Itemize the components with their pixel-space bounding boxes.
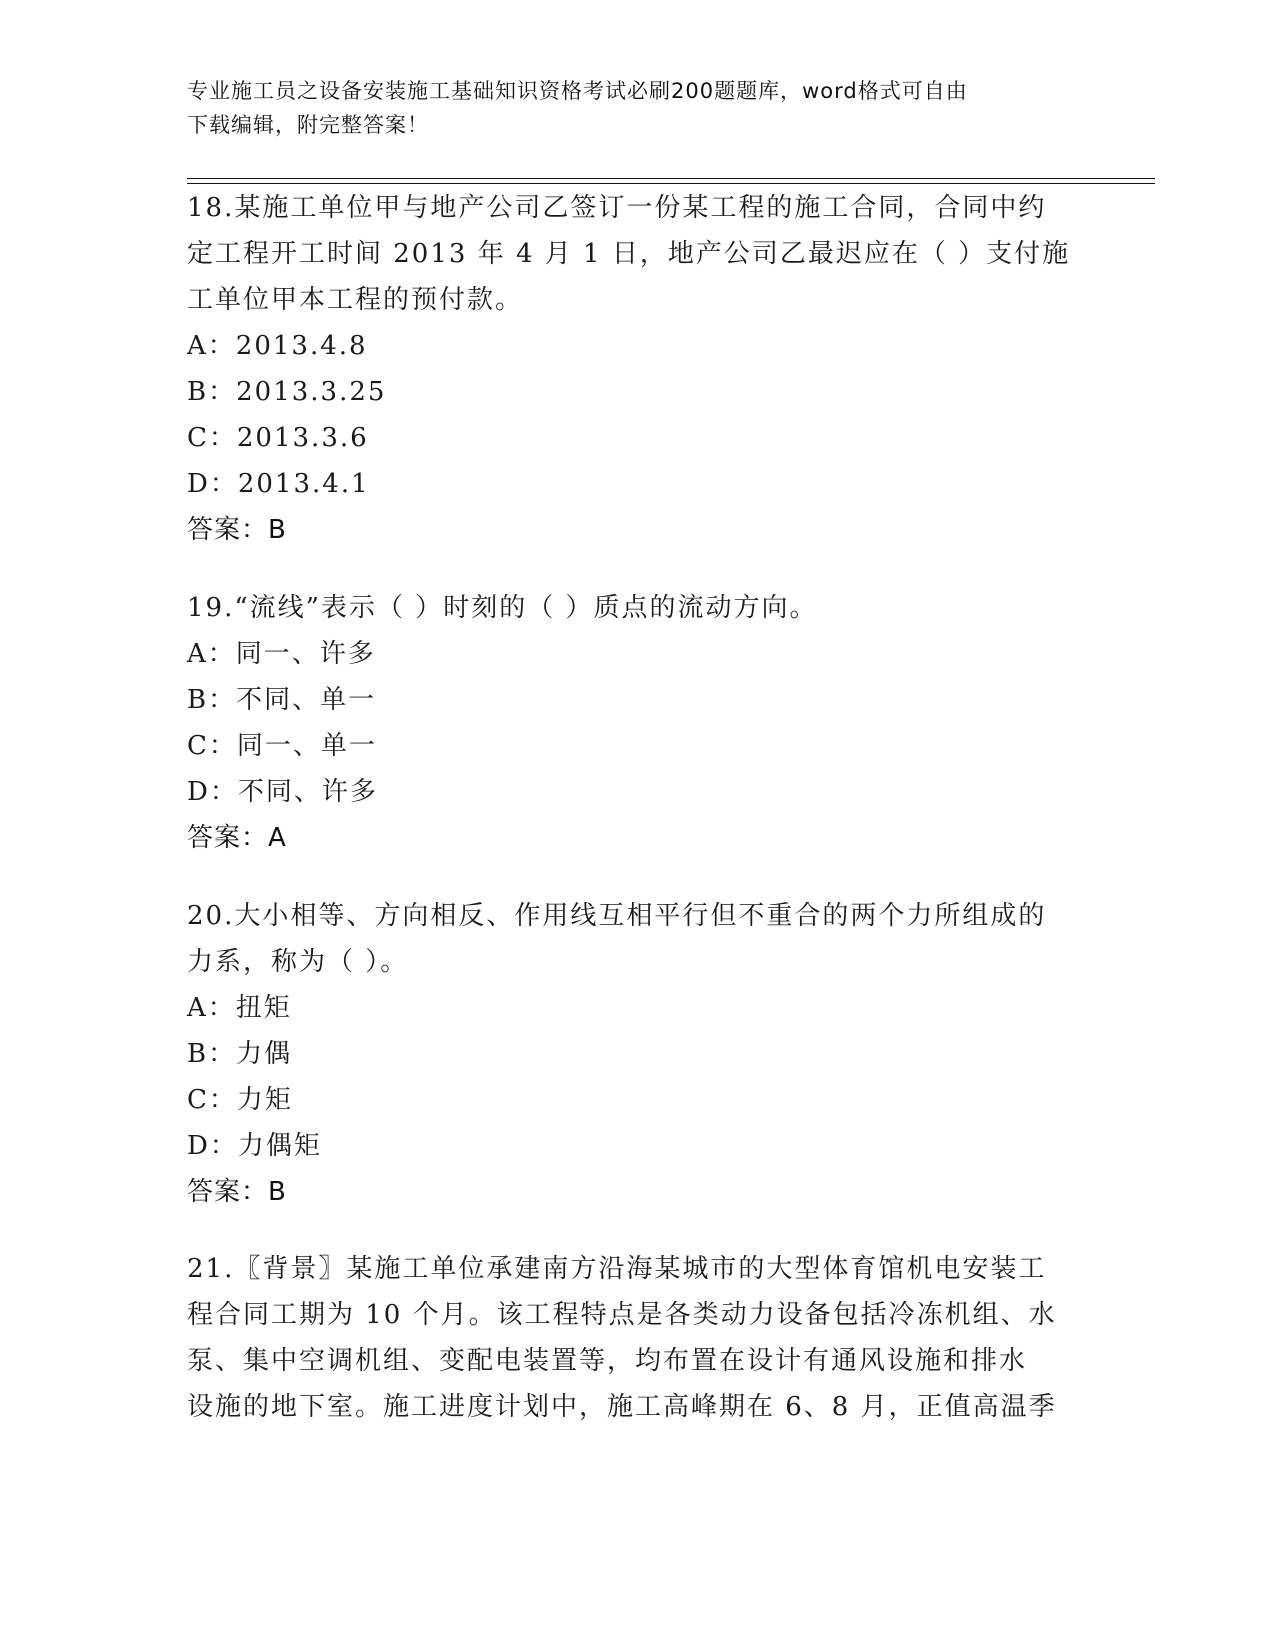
option-d: D：力偶矩 <box>187 1131 322 1161</box>
option-a: A：扭矩 <box>187 993 292 1023</box>
question-stem-line: 21.〖背景〗某施工单位承建南方沿海某城市的大型体育馆机电安装工 <box>187 1254 1047 1284</box>
question-19 <box>187 585 1087 861</box>
option-c: C：同一、单一 <box>187 731 377 761</box>
answer: 答案：B <box>187 1177 287 1207</box>
option-a: A：2013.4.8 <box>187 331 368 361</box>
option-b: B：力偶 <box>187 1039 293 1069</box>
answer: 答案：A <box>187 823 287 853</box>
option-d: D：不同、许多 <box>187 777 378 807</box>
option-b: B：2013.3.25 <box>187 377 387 407</box>
question-21 <box>187 1246 1087 1430</box>
question-stem-line: 泵、集中空调机组、变配电装置等，均布置在设计有通风设施和排水 <box>187 1346 1028 1376</box>
question-stem-line: 20.大小相等、方向相反、作用线互相平行但不重合的两个力所组成的 <box>187 901 1047 931</box>
option-b: B：不同、单一 <box>187 685 377 715</box>
question-stem-line: 设施的地下室。施工进度计划中，施工高峰期在 6、8 月，正值高温季 <box>187 1392 1057 1422</box>
header-divider-thin <box>187 183 1155 184</box>
question-20 <box>187 893 1087 1215</box>
question-stem-line: 18.某施工单位甲与地产公司乙签订一份某工程的施工合同，合同中约 <box>187 193 1047 223</box>
header-title-line-1: 专业施工员之设备安装施工基础知识资格考试必刷200题题库，word格式可自由 <box>187 79 968 103</box>
header-title-line-2: 下载编辑，附完整答案！ <box>187 113 429 137</box>
option-a: A：同一、许多 <box>187 639 376 669</box>
question-stem-line: 19.“流线”表示（ ）时刻的（ ）质点的流动方向。 <box>187 593 818 623</box>
question-18 <box>187 185 1087 553</box>
document-header <box>187 74 1067 142</box>
answer: 答案：B <box>187 515 287 545</box>
option-d: D：2013.4.1 <box>187 469 370 499</box>
question-stem-line: 程合同工期为 10 个月。该工程特点是各类动力设备包括冷冻机组、水 <box>187 1300 1057 1330</box>
option-c: C：2013.3.6 <box>187 423 369 453</box>
option-c: C：力矩 <box>187 1085 293 1115</box>
question-stem-line: 工单位甲本工程的预付款。 <box>187 285 524 315</box>
header-divider-thick <box>187 178 1155 179</box>
question-stem-line: 定工程开工时间 2013 年 4 月 1 日，地产公司乙最迟应在（ ）支付施 <box>187 239 1071 269</box>
question-stem-line: 力系，称为（ ）。 <box>187 947 409 977</box>
